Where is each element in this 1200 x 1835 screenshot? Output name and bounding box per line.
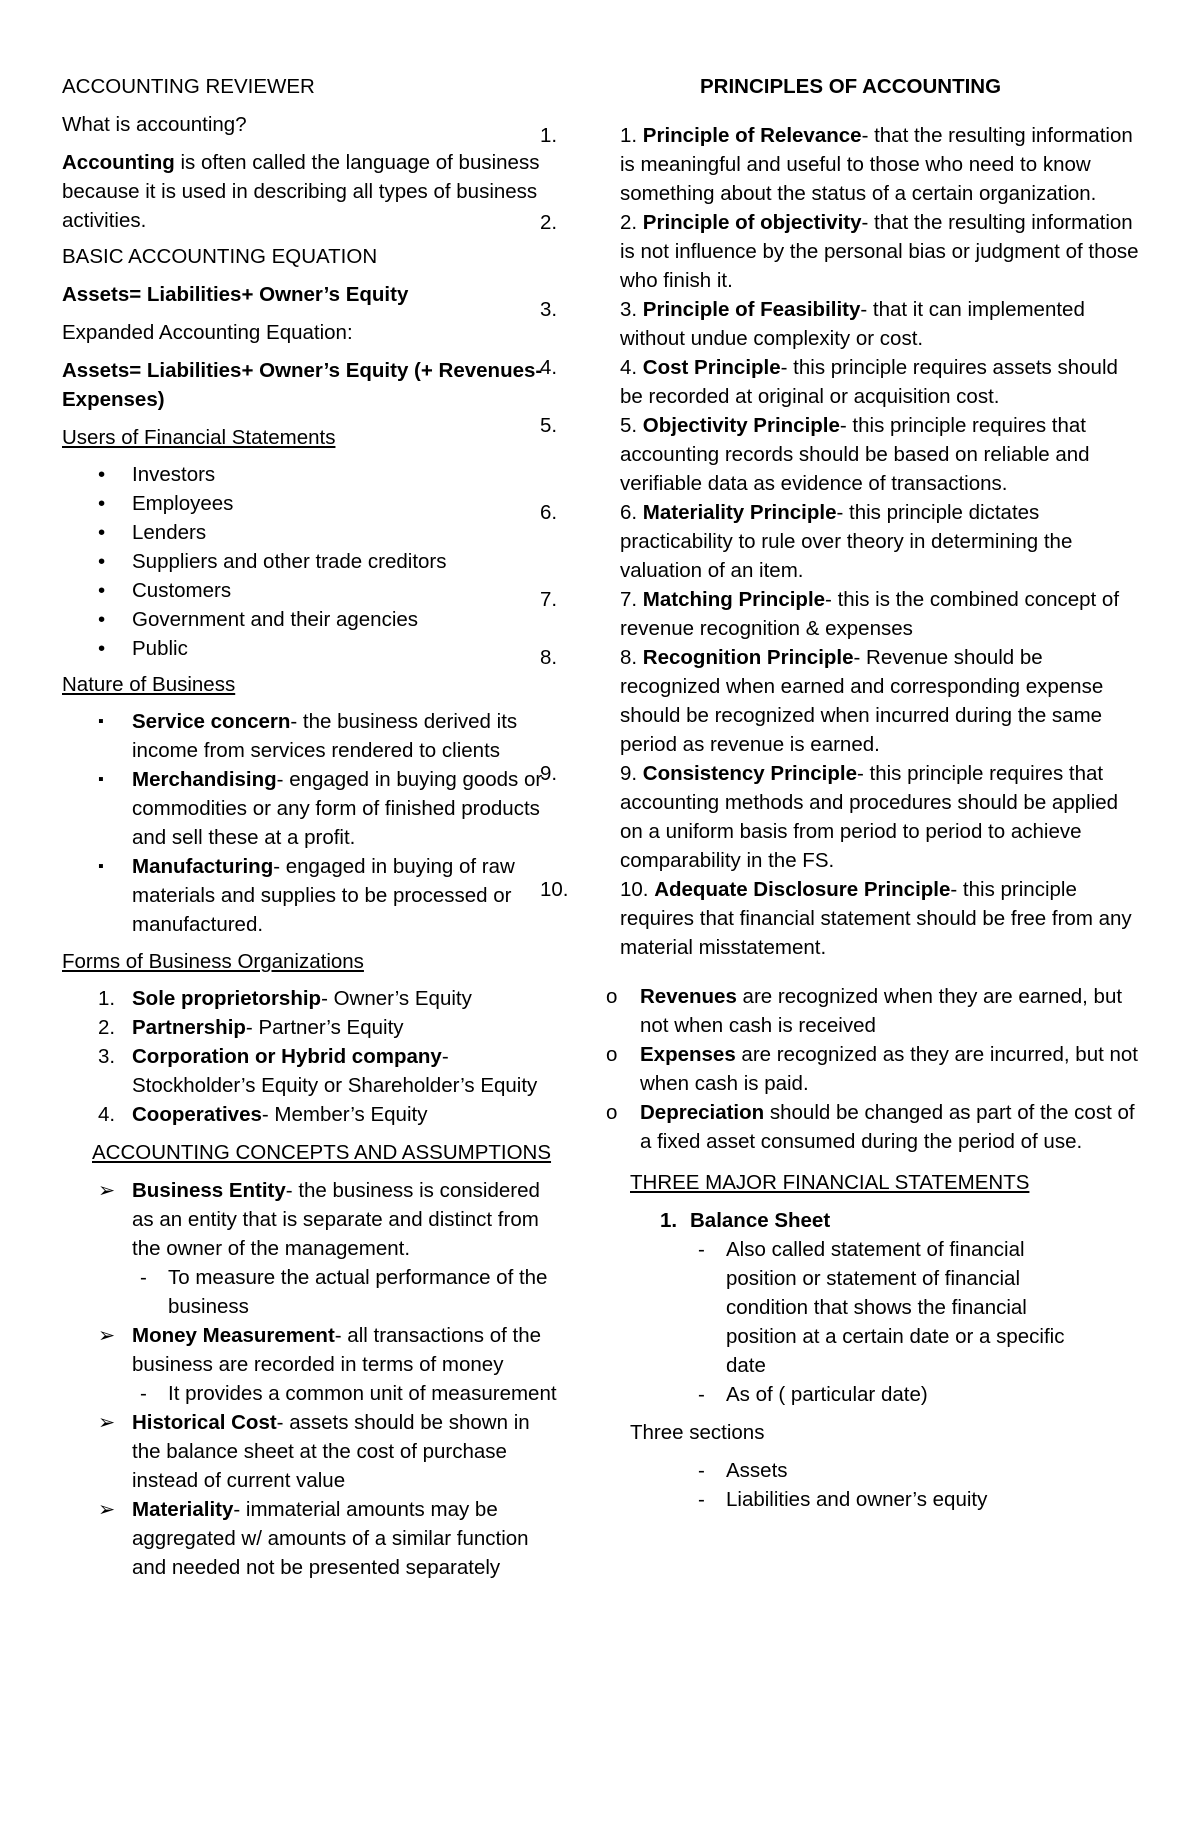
list-item: • Employees	[62, 489, 562, 518]
item-number: 2.	[98, 1016, 116, 1039]
item-number: 4.	[98, 1103, 116, 1126]
item-desc: - engaged in buying goods or commodities or any form of finished products and sell these at a profit.	[132, 768, 543, 849]
balance-sheet-section	[540, 1206, 1140, 1409]
list-item	[62, 765, 562, 852]
list-item	[62, 984, 562, 1013]
sections-heading: Three sections	[630, 1421, 765, 1444]
list-item	[62, 1495, 562, 1582]
sections-list	[690, 1456, 1140, 1514]
item-desc: - Revenue should be recognized when earned and corresponding expense should be recognized when incurred during the same period as revenue is earned.	[620, 646, 1104, 756]
item-term: Corporation or Hybrid company	[132, 1045, 442, 1068]
item-number: 7.	[540, 588, 558, 611]
list-item: • Suppliers and other trade creditors	[62, 547, 562, 576]
balance-sheet-notes	[690, 1235, 1070, 1409]
list-item: • Investors	[62, 460, 562, 489]
nature-heading: Nature of Business	[62, 673, 236, 696]
basic-equation: Assets= Liabilities+ Owner’s Equity	[62, 283, 409, 306]
item-desc: - all transactions of the business are recorded in terms of money	[132, 1324, 542, 1376]
item-term: Depreciation	[640, 1101, 765, 1124]
item-term: Principle of Relevance	[642, 124, 862, 147]
item-number: 5.	[540, 414, 558, 437]
item-term: Expenses	[640, 1043, 736, 1066]
balance-sheet-title: Balance Sheet	[690, 1209, 831, 1232]
accounting-definition	[62, 148, 562, 235]
item-term: Principle of objectivity	[642, 211, 862, 234]
expanded-equation-heading: Expanded Accounting Equation:	[62, 321, 353, 344]
principle-item	[540, 295, 1140, 353]
item-term: Revenues	[640, 985, 737, 1008]
principle-num: 10.	[620, 878, 655, 901]
forms-heading: Forms of Business Organizations	[62, 950, 364, 973]
list-item	[62, 707, 562, 765]
list-item	[62, 1013, 562, 1042]
list-item: - Liabilities and owner’s equity	[690, 1485, 1140, 1514]
item-term: Historical Cost	[132, 1411, 277, 1434]
item-term: Consistency Principle	[642, 762, 857, 785]
principle-item	[540, 121, 1140, 208]
principle-num: 9.	[620, 762, 643, 785]
item-desc: - this principle requires assets should be recorded at original or acquisition cost.	[620, 356, 1118, 408]
item-number: 2.	[540, 211, 558, 234]
principle-item	[540, 643, 1140, 759]
concepts-list	[62, 1176, 562, 1582]
list-item	[62, 1321, 562, 1408]
sub-list	[132, 1379, 562, 1408]
item-desc: should be changed as part of the cost of a fixed asset consumed during the period of use.	[640, 1101, 1135, 1153]
item-desc: - Owner’s Equity	[321, 987, 472, 1010]
item-number: 1.	[540, 124, 558, 147]
principles-list	[540, 121, 1140, 962]
principle-num: 4.	[620, 356, 643, 379]
item-term: Adequate Disclosure Principle	[654, 878, 951, 901]
list-item	[62, 852, 562, 939]
sub-item: - To measure the actual performance of the business	[132, 1263, 562, 1321]
principle-item	[540, 498, 1140, 585]
item-term: Principle of Feasibility	[642, 298, 861, 321]
item-term: Partnership	[132, 1016, 246, 1039]
list-item	[62, 1042, 562, 1100]
left-column	[62, 72, 562, 1582]
principle-item	[540, 353, 1140, 411]
item-term: Recognition Principle	[642, 646, 854, 669]
item-number: 10.	[540, 878, 569, 901]
item-desc: - that the resulting information is not influence by the personal bias or judgment of those who finish it.	[620, 211, 1139, 292]
principle-item	[540, 411, 1140, 498]
principle-item	[540, 759, 1140, 875]
principles-title: PRINCIPLES OF ACCOUNTING	[700, 75, 1002, 98]
page-title: ACCOUNTING REVIEWER	[62, 75, 315, 98]
list-item: - As of ( particular date)	[690, 1380, 1070, 1409]
principle-num: 3.	[620, 298, 643, 321]
principle-item	[540, 208, 1140, 295]
list-item	[570, 1098, 1140, 1156]
principle-item	[540, 875, 1140, 962]
list-item: • Government and their agencies	[62, 605, 562, 634]
list-item	[570, 1040, 1140, 1098]
list-item	[62, 1100, 562, 1129]
item-term: Sole proprietorship	[132, 987, 322, 1010]
sub-item: - It provides a common unit of measurement	[132, 1379, 562, 1408]
item-number: 1.	[98, 987, 116, 1010]
item-desc: are recognized when they are earned, but not when cash is received	[640, 985, 1123, 1037]
item-number: 9.	[540, 762, 558, 785]
item-term: Cost Principle	[642, 356, 781, 379]
list-item: - Also called statement of financial position or statement of financial condition that shows the financial position at a certain date or a specific date	[690, 1235, 1070, 1380]
users-heading: Users of Financial Statements	[62, 426, 336, 449]
item-desc: - immaterial amounts may be aggregated w/ amounts of a similar function and needed not be presented separately	[132, 1498, 529, 1579]
item-desc: - the business is considered as an entity that is separate and distinct from the owner of the management.	[132, 1179, 540, 1260]
item-term: Manufacturing	[132, 855, 274, 878]
list-item: • Public	[62, 634, 562, 663]
concepts-heading: ACCOUNTING CONCEPTS AND ASSUMPTIONS	[92, 1141, 552, 1164]
item-desc: - Partner’s Equity	[245, 1016, 404, 1039]
item-term: Service concern	[132, 710, 291, 733]
principle-num: 5.	[620, 414, 643, 437]
list-item	[62, 1408, 562, 1495]
basic-equation-heading: BASIC ACCOUNTING EQUATION	[62, 245, 378, 268]
item-desc: - assets should be shown in the balance sheet at the cost of purchase instead of current value	[132, 1411, 530, 1492]
item-term: Business Entity	[132, 1179, 286, 1202]
item-desc: - the business derived its income from services rendered to clients	[132, 710, 518, 762]
sub-list	[132, 1263, 562, 1321]
item-desc: - this principle dictates practicability to rule over theory in determining the valuation of an item.	[620, 501, 1073, 582]
item-number: 1.	[660, 1209, 678, 1232]
item-desc: - this principle requires that financial statement should be free from any material misstatement.	[620, 878, 1132, 959]
item-number: 3.	[540, 298, 558, 321]
principle-num: 1.	[620, 124, 643, 147]
list-item: • Lenders	[62, 518, 562, 547]
right-column	[540, 72, 1140, 1514]
item-desc: are recognized as they are incurred, but not when cash is paid.	[640, 1043, 1138, 1095]
users-list	[62, 460, 562, 663]
item-desc: - Member’s Equity	[261, 1103, 428, 1126]
item-term: Materiality	[132, 1498, 234, 1521]
recognition-notes	[570, 982, 1140, 1156]
fs-heading: THREE MAJOR FINANCIAL STATEMENTS	[630, 1171, 1030, 1194]
accounting-term: Accounting	[62, 151, 175, 174]
item-desc: - this principle requires that accounting records should be based on reliable and verifiable data as evidence of transactions.	[620, 414, 1090, 495]
principle-item	[540, 585, 1140, 643]
expanded-equation: Assets= Liabilities+ Owner’s Equity (+ Revenues- Expenses)	[62, 359, 543, 411]
forms-list	[62, 984, 562, 1129]
accounting-def-text: is often called the language of business because it is used in describing all types of business activities.	[62, 151, 540, 232]
item-term: Materiality Principle	[642, 501, 837, 524]
item-number: 8.	[540, 646, 558, 669]
item-number: 4.	[540, 356, 558, 379]
item-number: 6.	[540, 501, 558, 524]
item-term: Matching Principle	[642, 588, 826, 611]
principle-num: 8.	[620, 646, 643, 669]
nature-list	[62, 707, 562, 939]
item-desc: - Stockholder’s Equity or Shareholder’s Equity	[132, 1045, 538, 1097]
list-item	[62, 1176, 562, 1321]
item-term: Cooperatives	[132, 1103, 262, 1126]
question-heading: What is accounting?	[62, 113, 247, 136]
principle-num: 7.	[620, 588, 643, 611]
item-term: Objectivity Principle	[642, 414, 840, 437]
list-item: - Assets	[690, 1456, 1140, 1485]
item-term: Merchandising	[132, 768, 277, 791]
item-desc: - that the resulting information is meaningful and useful to those who need to know something about the status of a certain organization.	[620, 124, 1133, 205]
item-desc: - this is the combined concept of revenue recognition & expenses	[620, 588, 1120, 640]
principle-num: 6.	[620, 501, 643, 524]
item-desc: - that it can implemented without undue complexity or cost.	[620, 298, 1085, 350]
item-desc: - engaged in buying of raw materials and supplies to be processed or manufactured.	[132, 855, 515, 936]
item-desc: - this principle requires that accounting methods and procedures should be applied on a uniform basis from period to period to achieve comparability in the FS.	[620, 762, 1119, 872]
item-term: Money Measurement	[132, 1324, 335, 1347]
list-item: • Customers	[62, 576, 562, 605]
principle-num: 2.	[620, 211, 643, 234]
item-number: 3.	[98, 1045, 116, 1068]
list-item	[570, 982, 1140, 1040]
